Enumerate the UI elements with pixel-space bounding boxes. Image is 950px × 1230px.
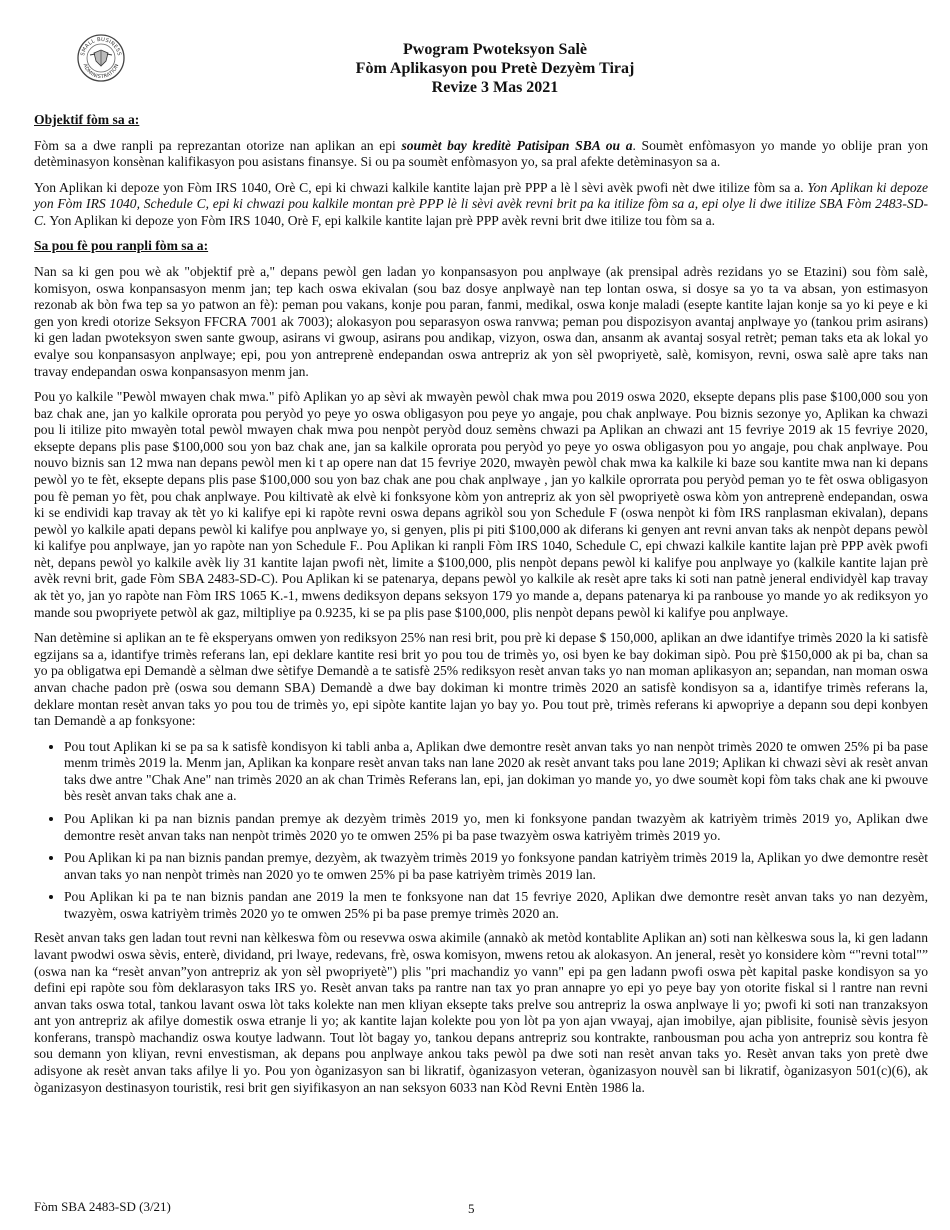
instructions-paragraph-3: Nan detèmine si aplikan an te fè eksperyans omwen yon rediksyon 25% nan resi brit, pou prè ki depase $ 150,000, aplikan an dwe idantifye trimès 2020 la ki satisfè egzijans sa a, idantifye trimès referans lan, epi deklare kantite resi brit yo pou tou de trimès yo, osi byen ke bay dokiman sipò. Pou prè $150,000 ak pi ba, chan sa yo pa obligatwa epi Demandè a sèlman dwe sètifye Demandè a te satisfè 25% rediksyon resèt anvan taks yo nan moman aplikasyon an; sepandan, nan moman oswa anvan chache padon prè (oswa sou demann SBA) Demandè a dwe bay dokiman ki montre trimès 2020 an satisfè kondisyon sa a, idantifye trimès referans la, deklare montan resèt anvan taks yo pou tou de trimès yo, epi sipòte kantite lajan yo bay yo. Pou tout prè, trimès referans ki apwopriye a depann sou depi konbyen tan Demandè a ap fonksyone: — [34, 630, 928, 729]
objective-p1-text-a: Fòm sa a dwe ranpli pa reprezantan otorize nan aplikan an epi — [34, 137, 402, 153]
instructions-paragraph-4: Resèt anvan taks gen ladan tout revni nan kèlkeswa fòm ou resevwa oswa akimile (annakò ak metòd kontablite Aplikan an) soti nan kèlkeswa sous la, ki gen ladann lavant pwodwi oswa sèvis, enterè, dividand, pri lwaye, redevans, frè, oswa komisyon, mwens retou ak alokasyon. An jeneral, resèt yo konsidere kòm “"revni total"” (oswa nan ka “resèt anvan”yon antrepriz ak yon sèl pwopriyetè") plis "pri machandiz yo vann" epi pa gen ladann pwofi oswa pèt kapital paske kondisyon sa yo defini epi rapòte sou fòm deklarasyon taks IRS yo. Resèt anvan taks pa rantre nan tax yo pran annapre yo epi yo peye bay yon otorite fiskal si l rantre nan revni anvan taks oswa total, tankou lavant oswa lòt taks kolekte nan men kliyan eksepte taks prelve sou antrepriz la oswa anplwaye li yo; pwofi ki soti nan tranzaksyon ant yon antrepriz ak afilye domestik oswa etranje li yo; ak kantite lajan kolekte pou yon lòt pa yon ajan vwayaj, ajan imobilye, ajan piblisite, founisè sèvis jesyon konferans, transpò machandiz oswa koutye ladwann. Tout lòt bagay yo, tankou depans antrepriz sou kontrakte, ranbousman pou acha yon antrepriz sou kontra fè sou demann yon kliyan, revni envestisman, ak depans pou anplwaye ankou taks pewòl pa dwe soti nan resèt anvan taks yo. Resèt anvan taks yon pretè dwe adisyone ak resèt anvan taks afilye li yo. Pou yon òganizasyon san bi likratif, òganizasyon veteran, òganizasyon nouvèl san bi likratif, òganizasyon 501(c)(6), ak òganizasyon destinasyon touristik, resi brit gen siyifikasyon an nan seksyon 6033 nan Kòd Revni Entèn 1986 la. — [34, 930, 928, 1095]
objective-p1-text-b: . Soumèt enfòmasyon yo mande yo oblije pran yon detèminasyon konsènan kalifikasyon pou asistans finansye. Si ou pa soumèt enfòmasyon yo, sa pral afekte detèminasyon sa a. — [34, 137, 928, 170]
objective-p2-text-b: Yon Aplikan ki depoze yon Fòm IRS 1040, Orè F, epi kalkile kantite lajan prè PPP avèk revni brit dwe itilize tou fòm sa a. — [46, 212, 716, 228]
list-item: • Pou Aplikan ki pa nan biznis pandan premye, dezyèm, ak twazyèm trimès 2019 yo fonksyone pandan katriyèm trimès 2019 la, Aplikan yo dwe demontre resèt anvan taks yo nan nenpòt trimès nan 2020 yo te omwen 25% pi ba pase katriyèm trimès 2019 lan. — [64, 850, 928, 883]
objective-p2-emphasis: Yon Aplikan ki depoze yon Fòm IRS 1040, Schedule C, epi ki chwazi pou kalkile montan prè PPP lè li sèvi avèk revni brit pa ka itilize fòm sa a, epi olye li dwe itilize SBA Fòm 2483-SD-C. — [34, 179, 929, 228]
page-number: 5 — [468, 1201, 475, 1216]
objective-paragraph-2 — [34, 180, 928, 230]
reference-quarter-list — [34, 739, 928, 923]
document-body — [34, 112, 928, 1105]
footer-form-id: Fòm SBA 2483-SD (3/21) — [34, 1199, 171, 1214]
list-item: • Pou Aplikan ki pa te nan biznis pandan ane 2019 la men te fonksyone nan dat 15 fevriye 2020, Aplikan dwe demontre resèt anvan taks yo nan dezyèm, twazyèm, oswa katriyèm trimès 2020 yo te omwen 25% pi ba pase premye trimès 2020 an. — [64, 889, 928, 922]
instructions-paragraph-1: Nan sa ki gen pou wè ak "objektif prè a," depans pewòl gen ladan yo konpansasyon pou anplwaye (ak prensipal adrès rezidans yo se Etazini) sou fòm salè, komisyon, oswa konpansasyon menm jan; tep kach oswa ekivalan (sou baz dosye anplwayè nan tep lontan oswa, si dosye sa yo ta va absan, yon estimasyon rezonab ak bòn fwa tep sa yo patwon an fè): peman pou vakans, konje pou paran, fanmi, medikal, oswa konje maladi (esepte kantite lajan konje sa yo ki peye e ki gen yon kredi otorize Seksyon FFCRA 7001 ak 7003); alokasyon pou separasyon oswa ranvwa; peman pou dispozisyon avantaj anplwaye yo (tankou prim asirans) ki gen ladan pwoteksyon swen sante gwoup, asirans vi gwoup, asirans pou andikap, vizyon, oswa dan, ansanm ak avantaj sosyal retrèt; peman taks eta ak lokal yo evalye sou konpansasyon anplwaye; epi, pou yon antreprenè endepandan oswa antrepriz ak yon sèl pwopriyetè, salè, komisyon, revni, oswa salè apre taks nan travay endepandan oswa konpansasyon menm jan. — [34, 264, 928, 379]
instructions-paragraph-2: Pou yo kalkile "Pewòl mwayen chak mwa." pifò Aplikan yo ap sèvi ak mwayèn pewòl chak mwa pou 2019 oswa 2020, eksepte depans plis pase $100,000 sou yon baz chak ane, jan yo kalkile oprorata pou peryòd yo peye yo oswa obligasyon pou peye yo angaje, pou chak anplwaye. Pou biznis sezonye yo, Aplikan ka chwazi pou li itilize pito mwayèn total pewòl mwayen chak mwa pou nenpòt peryòd douz semèns chwazi pa Aplikan an chwazi ant 15 fevriye 2019 ak 15 fevriye 2020, eksepte depans plis pase $100,000 sou yon baz chak ane, jan sa kalkile oprorata pou peryòd yo peye yo oswa obligasyon pou yo angaje, pou chak anplwaye. Pou nouvo biznis san 12 mwa nan depans pewòl men ki t ap opere nan dat 15 fevriye 2020, mwayèn pewòl chak mwa ka kalkile ki baze sou kantite mwa nan ki depans pewòl yo te fèt, eksepte depans plis pase $100,000 sou yon baz chak ane pou chak anplwaye , jan yo kalkile oprorrata pou peryòd peman yo te fèt oswa obligasyon pou fè peman yo fèt, pou chak anplwaye. Pou kiltivatè ak elvè ki fonksyone kòm yon antrepriz ak yon sèl pwopriyetè oswa kòm yon antreprenè endepandan, oswa ki se endividi kap travay ak tèt yo ki kalifye epi ki rapòte revni oswa depans agrikòl sou yon Schedule F (oswa nenpòt ki fòm IRS ranplasman ekivalan), depans pewòl yo kalkile apati depans pewòl ki kalifye pou anplwaye yo, si genyen, plis pi piti $100,000 ak diferans ki genyen ant revni anvan taks ak nenpòt depans pewòl ki kalifye pou anplwaye, jan yo rapòte nan yon Schedule F.. Pou Aplikan ki ranpli Fòm IRS 1040, Schedule C, epi chwazi kalkile kantite lajan prè PPP avèk pwofi nèt, depans pewòl yo kalkile avèk liy 31 kantite lajan pwofi nèt, limite a $100,000, plis nenpòt depans pewòl ki kalifye pou anplwaye yo (kalkile kantite lajan prè avèk revni brit, gade Fòm SBA 2483-SD-C). Pou Aplikan ki se patenarya, depans pewòl yo kalkile ak resèt apre taks ki soti nan patnè jeneral endividyèl kap travay ak tèt yo, jan yo rapòte nan Fòm IRS 1065 K.-1, mwens dediksyon depans seksyon 179 yo mande a, depans patenarya ki pa ranbouse yo mande yo ak rediksyon yo mande sou pwopriyete petwòl ak gaz, miltipliye pa 0.9235, ki se pa plis pase $100,000, plis nenpòt depans pewòl ki kalifye pou anplwaye. — [34, 389, 928, 620]
section-heading-instructions: Sa pou fè pou ranpli fòm sa a: — [34, 238, 209, 254]
form-header — [300, 40, 690, 98]
seal-text-bottom: ADMINISTRATION — [81, 63, 121, 81]
section-heading-objective: Objektif fòm sa a: — [34, 112, 140, 127]
list-item: • Pou tout Aplikan ki se pa sa k satisfè kondisyon ki tabli anba a, Aplikan dwe demontre resèt anvan taks yo nan nenpòt trimès 2020 te omwen 25% pi ba pase menm trimès 2019 la. Menm jan, Aplikan ka konpare resèt anvan taks nan lane 2020 ak resèt anvant taks pou lane 2019; Aplikan ki chwazi sèvi ak resèt anvan taks dwe antre "Chak Ane" nan trimès 2020 an ak chan Trimès Referans lan, epi, jan dokiman yo mande yo, yo dwe soumèt kopi fòm taks chak ane ki pwouve bès resèt anvan taks chak ane a. — [64, 739, 928, 805]
list-item: • Pou Aplikan ki pa nan biznis pandan premye ak dezyèm trimès 2019 yo, men ki fonksyone pandan twazyèm ak katriyèm trimès 2019 yo, Aplikan dwe demontre resèt anvan taks nan nenpòt trimès 2020 yo te omwen 25% pi ba pase twazyèm oswa katriyèm trimès 2019 yo. — [64, 811, 928, 844]
objective-p2-text-a: Yon Aplikan ki depoze yon Fòm IRS 1040, Orè C, epi ki chwazi kalkile kantite lajan prè PPP a lè l sèvi avèk pwofi nèt dwe itilize fòm sa a. — [34, 179, 808, 195]
form-title: Pwogram Pwoteksyon Salè — [403, 41, 587, 58]
seal-text-top: SMALL BUSINESS — [80, 36, 122, 57]
sba-seal-icon — [76, 33, 126, 83]
objective-p1-emphasis: soumèt bay kreditè Patisipan SBA ou a — [401, 137, 633, 153]
form-revision: Revize 3 Mas 2021 — [431, 79, 559, 97]
objective-paragraph-1 — [34, 138, 928, 171]
form-subtitle: Fòm Aplikasyon pou Pretè Dezyèm Tiraj — [355, 60, 635, 78]
